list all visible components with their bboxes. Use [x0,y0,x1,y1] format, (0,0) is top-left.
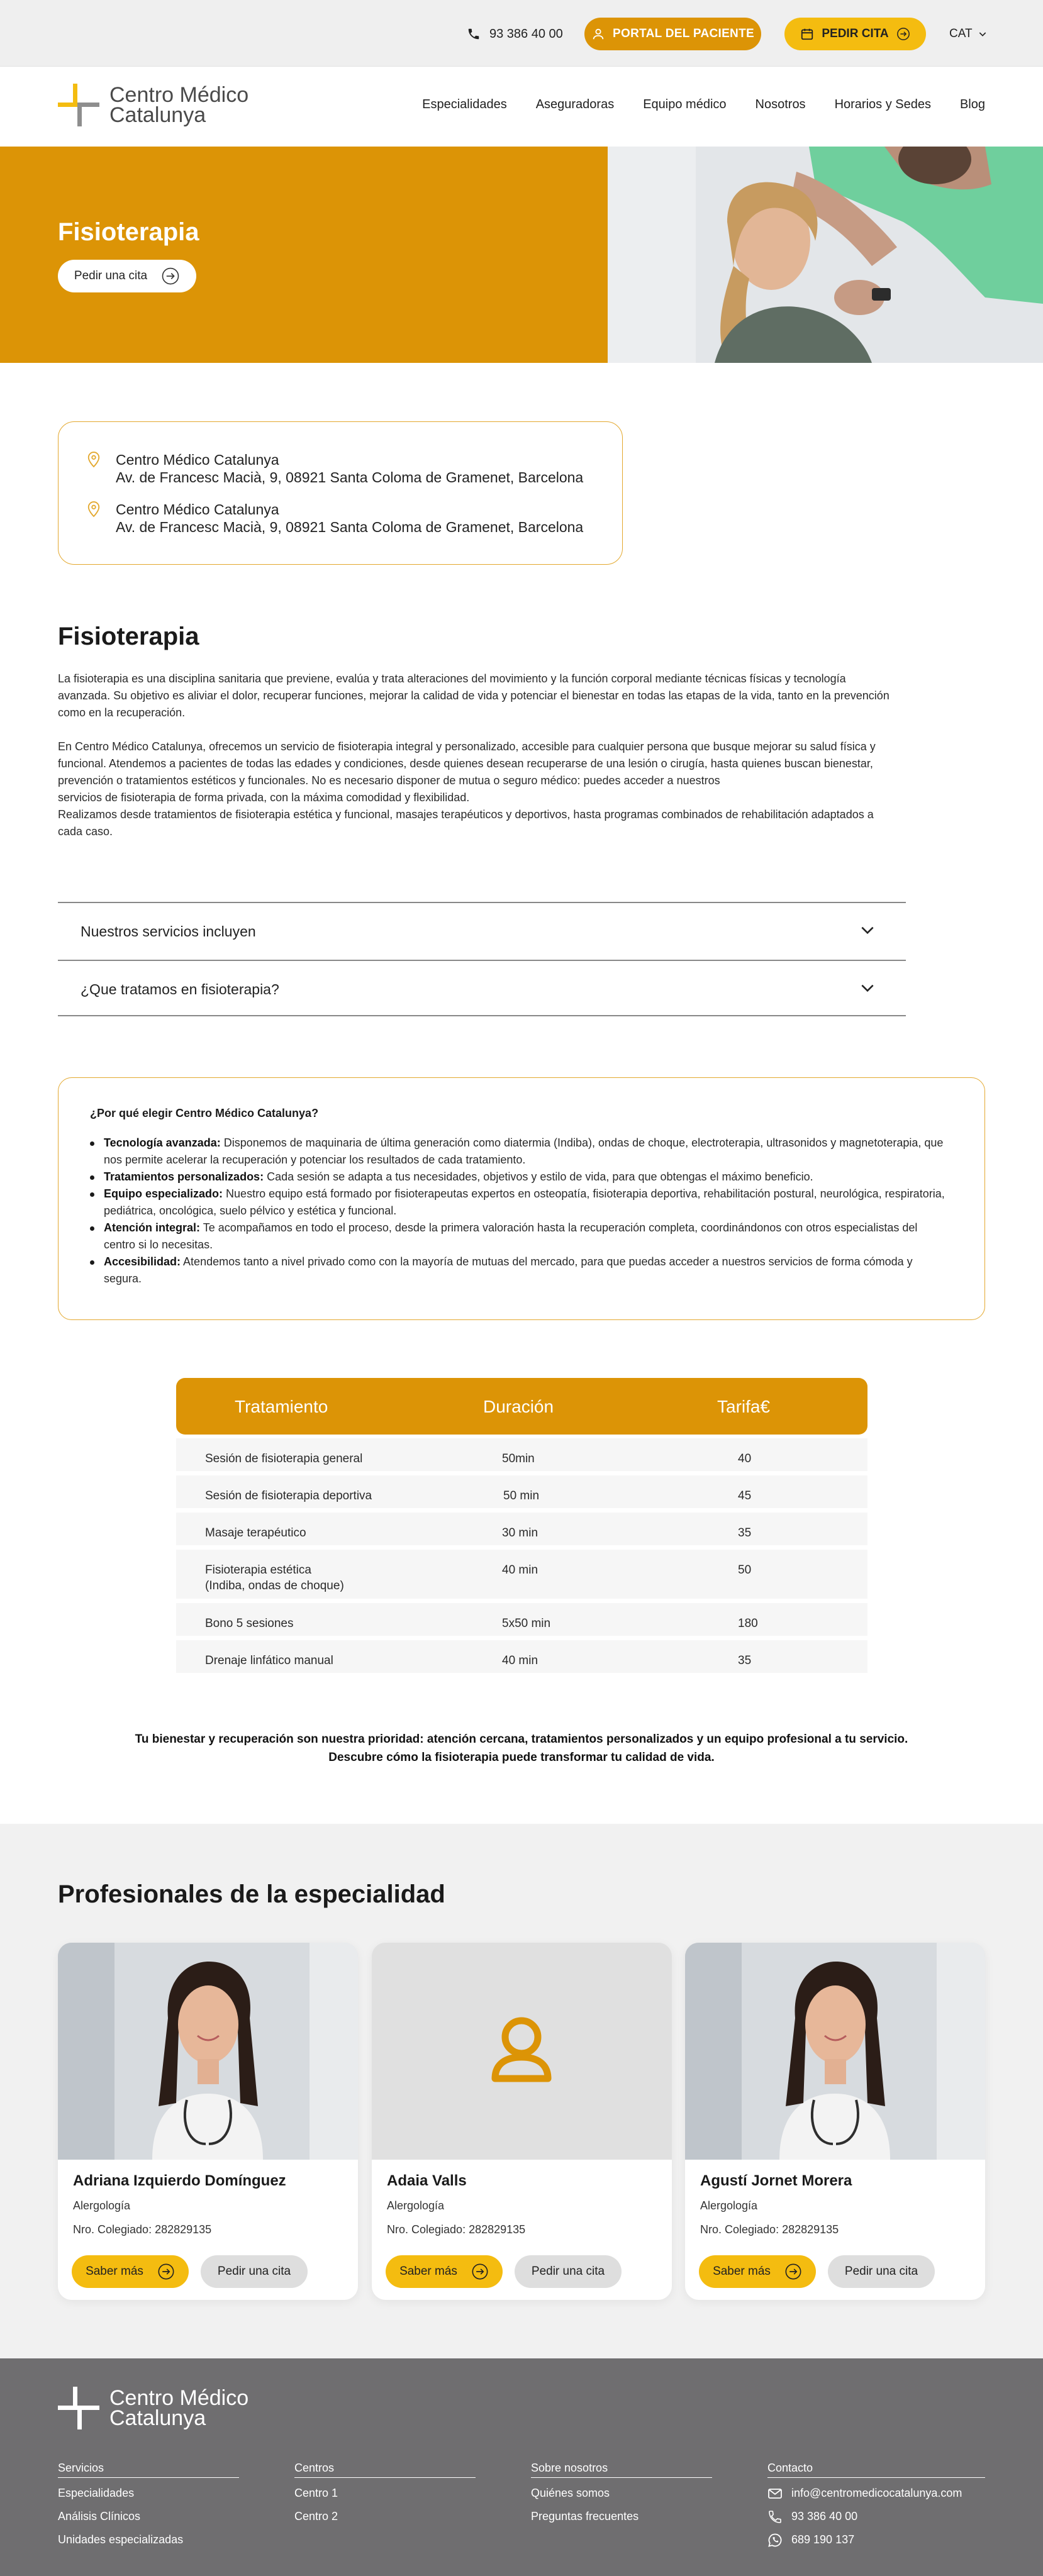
about-title: Fisioterapia [58,623,199,650]
cell-tratamiento: Drenaje linfático manual [205,1654,333,1667]
address-street: Av. de Francesc Macià, 9, 08921 Santa Coloma de Gramenet, Barcelona [116,519,584,535]
footer-link[interactable]: Centro 2 [294,2510,338,2523]
portal-paciente-label: PORTAL DEL PACIENTE [613,27,754,40]
brand-line-1: Centro Médico [109,83,249,107]
why-item-text: Cada sesión se adapta a tus necesidades, objetivos y estilo de vida, para que obtengas el máximo beneficio. [264,1170,813,1183]
why-item [90,1219,945,1253]
saber-mas-label: Saber más [713,2265,771,2278]
cell-duracion: 40 min [502,1563,538,1577]
footer-heading: Servicios [58,2462,239,2478]
nav-equipo-medico[interactable]: Equipo médico [643,97,727,111]
address-name: Centro Médico Catalunya [116,501,279,518]
cell-tarifa: 40 [738,1452,752,1465]
footer-logo[interactable] [58,2387,248,2429]
brand-name [109,85,248,125]
arrow-circle-icon [161,267,180,286]
pedir-una-cita-button[interactable]: Pedir una cita [828,2255,935,2288]
address-item[interactable] [87,451,583,486]
table-row [176,1603,867,1636]
hero-pedir-cita-button[interactable] [58,260,196,292]
pedir-cita-label: PEDIR CITA [822,27,889,40]
column-header-duracion: Duración [483,1397,554,1416]
why-item-title: Atención integral: [104,1221,201,1234]
cell-duracion: 50 min [503,1489,540,1502]
footer-link[interactable]: Preguntas frecuentes [531,2510,639,2523]
cell-tarifa: 45 [738,1489,752,1502]
cell-tratamiento: Masaje terapéutico [205,1526,306,1540]
why-item-text: Nuestro equipo está formado por fisioterapeutas expertos en osteopatía, fisioterapia deportiva, rehabilitación postural, neurológica, respiratoria, pediátrica, oncológica, suelo pélvico y estética y funcional. [104,1187,945,1217]
main-header [0,67,1043,147]
why-item-title: Equipo especializado: [104,1187,223,1200]
site-footer [0,2358,1043,2576]
arrow-circle-icon [784,2263,802,2280]
column-header-tarifa: Tarifa€ [717,1397,771,1416]
cell-duracion: 30 min [502,1526,538,1540]
accordion-que-tratamos[interactable] [58,960,906,1016]
why-item-title: Accesibilidad: [104,1255,181,1268]
why-item-title: Tratamientos personalizados: [104,1170,264,1183]
top-bar [0,0,1043,67]
cell-tarifa: 35 [738,1526,752,1540]
cell-tratamiento: Bono 5 sesiones [205,1617,294,1630]
footer-phone: 93 386 40 00 [791,2510,858,2523]
address-box [58,421,623,565]
doctor-colegiado: Nro. Colegiado: 282829135 [73,2223,212,2236]
footer-whatsapp-link[interactable] [767,2528,985,2551]
why-title: ¿Por qué elegir Centro Médico Catalunya? [90,1107,319,1119]
cell-tratamiento: Sesión de fisioterapia general [205,1452,363,1465]
address-name: Centro Médico Catalunya [116,452,279,468]
doctor-photo [58,1943,358,2160]
calendar-icon [800,27,814,41]
language-selector[interactable] [949,24,988,44]
doctor-colegiado: Nro. Colegiado: 282829135 [700,2223,839,2236]
tagline-line-1: Tu bienestar y recuperación son nuestra prioridad: atención cercana, tratamientos personalizados y un equipo profesional a tu servicio. [135,1733,908,1746]
table-row [176,1550,867,1599]
whatsapp-icon [767,2533,783,2548]
user-placeholder-icon [372,1943,672,2160]
cell-duracion: 50min [502,1452,535,1465]
professionals-title: Profesionales de la especialidad [58,1880,445,1908]
accordion-label: Nuestros servicios incluyen [81,923,256,940]
pedir-cita-button[interactable] [784,18,926,50]
professional-card [372,1943,672,2300]
cell-duracion: 5x50 min [502,1617,551,1630]
why-item [90,1253,945,1287]
brand-logo[interactable] [58,84,248,126]
arrow-circle-icon [896,27,910,41]
footer-brand-name [109,2388,248,2428]
table-row [176,1640,867,1673]
topbar-phone-link[interactable] [467,24,563,44]
mail-icon [767,2486,783,2501]
nav-aseguradoras[interactable]: Aseguradoras [535,97,615,111]
cell-duracion: 40 min [502,1654,538,1667]
cell-tarifa: 180 [738,1617,758,1630]
column-header-tratamiento: Tratamiento [235,1397,328,1416]
chevron-down-icon [978,29,988,39]
doctor-colegiado: Nro. Colegiado: 282829135 [387,2223,526,2236]
doctor-specialty: Alergología [73,2199,131,2212]
why-item [90,1135,945,1169]
accordion-servicios[interactable] [58,902,906,958]
about-paragraph: Realizamos desde tratamientos de fisioterapia estética y funcional, masajes terapéuticos y deportivos, hasta programas combinados de rehabilitación adaptados a cada caso. [58,808,874,838]
professional-card [685,1943,985,2300]
nav-horarios-sedes[interactable]: Horarios y Sedes [834,97,931,111]
cell-tratamiento-line1: Fisioterapia estética [205,1563,311,1577]
cell-tratamiento: Sesión de fisioterapia deportiva [205,1489,372,1502]
user-icon [591,27,605,41]
hero-physiotherapy-photo [608,147,1043,363]
cross-logo-icon [58,84,99,126]
table-row [176,1475,867,1508]
doctor-name: Adriana Izquierdo Domínguez [73,2172,286,2189]
hero-panel [0,147,608,363]
hero-cta-label: Pedir una cita [74,269,148,282]
doctor-name: Agustí Jornet Morera [700,2172,852,2189]
phone-icon [467,27,481,41]
pedir-una-cita-button[interactable]: Pedir una cita [515,2255,622,2288]
cell-tarifa: 50 [738,1563,752,1577]
professional-card [58,1943,358,2300]
why-item-text: Disponemos de maquinaria de última generación como diatermia (Indiba), ondas de choque, electroterapia, ultrasonidos y magnetoterapia, que nos permite acelerar la recuperación y potenciar los resultados de cada tratamiento. [104,1136,944,1166]
footer-heading: Sobre nosotros [531,2462,712,2478]
portal-paciente-button[interactable] [584,18,761,50]
footer-phone-link[interactable] [767,2505,985,2528]
chevron-down-icon [859,922,876,938]
about-paragraph: servicios de fisioterapia de forma privada, con la máxima comodidad y flexibilidad. [58,791,470,804]
footer-heading: Contacto [767,2462,985,2478]
why-item [90,1169,945,1185]
footer-link[interactable]: Análisis Clínicos [58,2510,141,2523]
chevron-down-icon [859,980,876,996]
about-paragraph: En Centro Médico Catalunya, ofrecemos un servicio de fisioterapia integral y personalizado, accesible para cualquier persona que busque mejorar su salud física y funcional. Atendemos a pacientes de todas las edades y condiciones, desde quienes desean recuperarse de una lesión o cirugía, hasta quienes buscan bienestar, prevención o tratamientos estéticos y funcionales. No es necesario disponer de mutua o seguro médico: puedes acceder a nuestros [58,740,876,787]
footer-link[interactable]: Especialidades [58,2487,135,2499]
price-table-header [176,1378,867,1435]
footer-col-contacto [767,2462,985,2551]
why-list [90,1135,945,1287]
footer-email-link[interactable] [767,2482,985,2505]
why-item-text: Te acompañamos en todo el proceso, desde la primera valoración hasta la recuperación completa, coordinándonos con otros especialistas del centro si lo necesitas. [104,1221,918,1251]
arrow-circle-icon [471,2263,489,2280]
tagline-line-2: Descubre cómo la fisioterapia puede transformar tu calidad de vida. [328,1751,715,1764]
phone-icon [767,2509,783,2524]
footer-email: info@centromedicocatalunya.com [791,2487,962,2499]
footer-link[interactable]: Unidades especializadas [58,2533,184,2546]
nav-especialidades[interactable]: Especialidades [422,97,507,111]
arrow-circle-icon [157,2263,175,2280]
why-item [90,1185,945,1219]
footer-col-sobre [531,2462,712,2528]
accordion-label: ¿Que tratamos en fisioterapia? [81,981,279,997]
saber-mas-label: Saber más [399,2265,457,2278]
why-item-title: Tecnología avanzada: [104,1136,221,1149]
saber-mas-label: Saber más [86,2265,143,2278]
footer-col-centros [294,2462,476,2528]
brand-line-2: Catalunya [109,2406,206,2430]
language-label: CAT [949,27,973,40]
table-row [176,1513,867,1545]
address-item[interactable] [87,501,583,536]
topbar-phone-number: 93 386 40 00 [489,26,563,41]
footer-col-servicios [58,2462,239,2551]
why-item-text: Atendemos tanto a nivel privado como con la mayoría de mutuas del mercado, para que puedas acceder a nuestros servicios de forma cómoda y segura. [104,1255,913,1285]
about-text [58,670,901,840]
cell-tratamiento [205,1562,344,1594]
address-street: Av. de Francesc Macià, 9, 08921 Santa Coloma de Gramenet, Barcelona [116,469,584,486]
doctor-specialty: Alergología [387,2199,445,2212]
nav-nosotros[interactable]: Nosotros [755,97,806,111]
table-row [176,1438,867,1471]
location-pin-icon [87,501,101,518]
cross-logo-icon [58,2387,99,2429]
brand-line-2: Catalunya [109,103,206,127]
tagline [0,1730,1043,1767]
location-pin-icon [87,451,101,469]
saber-mas-button[interactable] [699,2255,816,2288]
saber-mas-button[interactable] [72,2255,189,2288]
doctor-photo-placeholder [372,1943,672,2160]
doctor-name: Adaia Valls [387,2172,467,2189]
saber-mas-button[interactable] [386,2255,503,2288]
doctor-photo [685,1943,985,2160]
professionals-section [0,1824,1043,2358]
main-nav [422,97,985,112]
footer-heading: Centros [294,2462,476,2478]
why-choose-box [58,1077,985,1320]
hero-title: Fisioterapia [58,218,199,246]
hero-banner [0,147,1043,363]
pedir-una-cita-button[interactable]: Pedir una cita [201,2255,308,2288]
doctor-specialty: Alergología [700,2199,758,2212]
cell-tratamiento-line2: (Indiba, ondas de choque) [205,1579,344,1592]
brand-line-1: Centro Médico [109,2386,249,2410]
footer-link[interactable]: Quiénes somos [531,2487,610,2499]
nav-blog[interactable]: Blog [959,97,985,111]
footer-whatsapp: 689 190 137 [791,2533,855,2546]
about-paragraph: La fisioterapia es una disciplina sanitaria que previene, evalúa y trata alteraciones del movimiento y la función corporal mediante técnicas físicas y tecnología avanzada. Su objetivo es aliviar el dolor, recuperar funciones, mejorar la calidad de vida y potenciar el bienestar en todas las etapas de la vida, tanto en la prevención como en la recuperación. [58,672,890,719]
cell-tarifa: 35 [738,1654,752,1667]
footer-link[interactable]: Centro 1 [294,2487,338,2499]
